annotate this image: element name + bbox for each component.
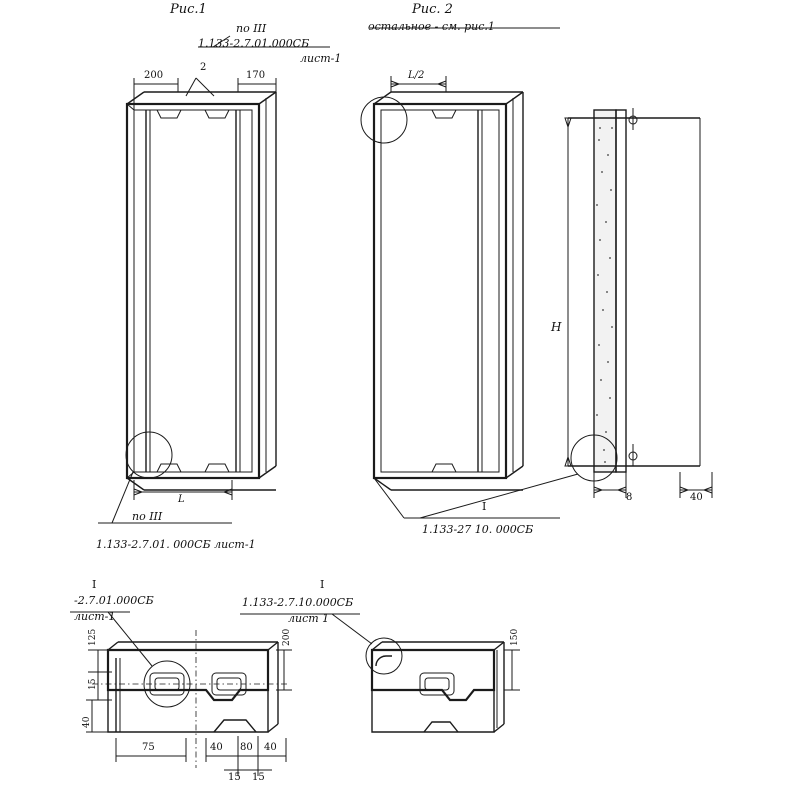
fig2-callout-line1: I	[482, 500, 487, 513]
dim-15b: 15	[252, 772, 265, 783]
fig1-callout-bottom-line1: по III	[132, 510, 163, 523]
dim-2: 2	[200, 62, 207, 73]
detail-right	[332, 614, 520, 732]
fig1-callout-top-line2: 1.133-2.7.01.000СБ	[198, 37, 310, 50]
dim-200-detail: 200	[282, 628, 292, 646]
fig2-title: Рис. 2	[412, 2, 453, 17]
detail-left-callout-line1: I	[92, 578, 97, 591]
dim-125: 125	[88, 628, 98, 646]
dim-15a: 15	[228, 772, 241, 783]
side-elevation	[420, 108, 712, 518]
detail-left-callout-line3: лист-1	[74, 610, 116, 623]
fig2-callout-line2: 1.133-27 10. 000СБ	[422, 523, 534, 536]
dim-200: 200	[144, 70, 164, 81]
fig1-callout-top-line3: лист-1	[300, 52, 342, 65]
detail-right-callout-line2: 1.133-2.7.10.000СБ	[242, 596, 354, 609]
detail-left-callout-line2: -2.7.01.000СБ	[74, 594, 154, 607]
fig1-callout-bottom-line2: 1.133-2.7.01. 000СБ лист-1	[96, 538, 256, 551]
dim-150: 150	[510, 628, 520, 646]
dim-170: 170	[246, 70, 266, 81]
dim-40-left: 40	[82, 716, 92, 728]
dim-8: 8	[626, 492, 633, 503]
dim-75: 75	[142, 742, 155, 753]
fig2-note: остальное - см. рис.1	[368, 20, 495, 33]
dim-H: H	[551, 320, 562, 334]
dim-L-half: L/2	[408, 70, 425, 81]
detail-right-callout-line3: лист 1	[288, 612, 330, 625]
dim-15-left: 15	[88, 678, 98, 690]
fig2-panel	[361, 76, 523, 518]
fig1-panel	[98, 36, 276, 523]
fig1-title: Рис.1	[170, 2, 207, 17]
detail-left	[86, 612, 292, 776]
dim-40a: 40	[210, 742, 223, 753]
fig1-top-dimensions	[134, 78, 276, 110]
dim-40-right: 40	[690, 492, 703, 503]
fig1-callout-top-line1: по III	[236, 22, 267, 35]
detail-right-callout-line1: I	[320, 578, 325, 591]
dim-40b: 40	[264, 742, 277, 753]
dim-80: 80	[240, 742, 253, 753]
dim-L: L	[178, 494, 185, 505]
